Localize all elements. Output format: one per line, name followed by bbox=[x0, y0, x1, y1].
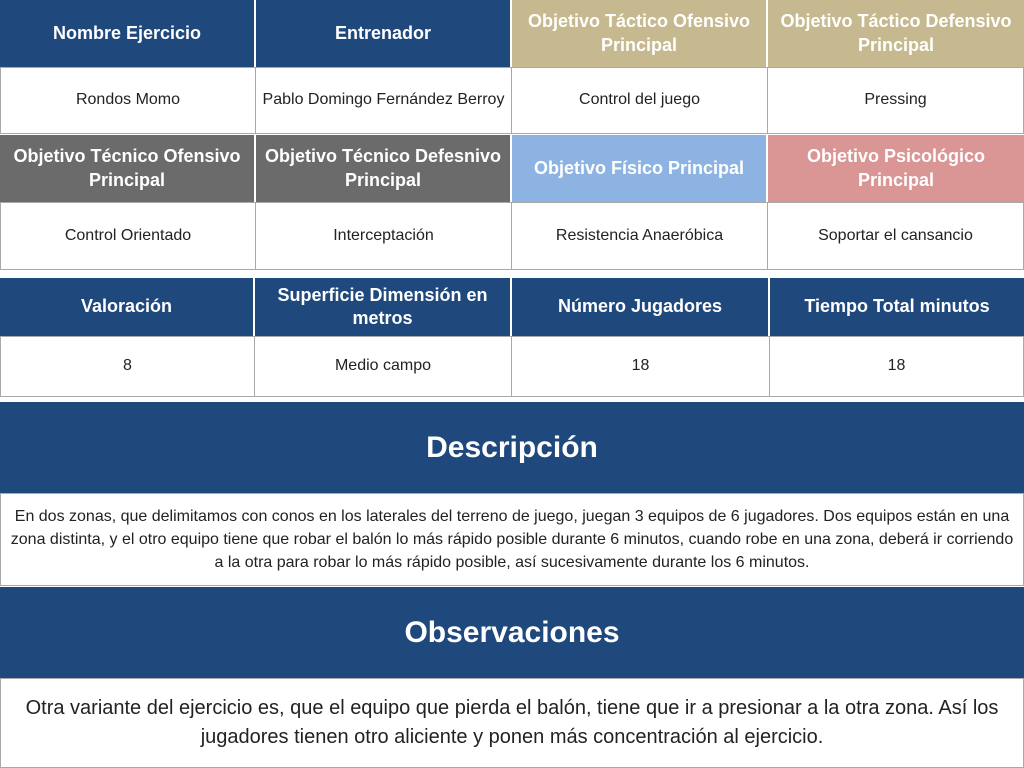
value-valoracion: 8 bbox=[0, 336, 255, 397]
header-objetivo-psicologico: Objetivo Psicológico Principal bbox=[768, 135, 1024, 202]
observaciones-title: Observaciones bbox=[0, 587, 1024, 678]
descripcion-title: Descripción bbox=[0, 402, 1024, 493]
header-objetivo-tactico-ofensivo: Objetivo Táctico Ofensivo Principal bbox=[512, 0, 768, 67]
value-superficie-dimension: Medio campo bbox=[255, 336, 512, 397]
header-objetivo-tactico-defensivo: Objetivo Táctico Defensivo Principal bbox=[768, 0, 1024, 67]
value-tiempo-total: 18 bbox=[770, 336, 1024, 397]
value-row-2 bbox=[0, 202, 1024, 270]
value-entrenador: Pablo Domingo Fernández Berroy bbox=[256, 67, 512, 134]
value-row-1 bbox=[0, 67, 1024, 134]
value-objetivo-tactico-defensivo: Pressing bbox=[768, 67, 1024, 134]
value-row-3 bbox=[0, 336, 1024, 397]
value-objetivo-tecnico-ofensivo: Control Orientado bbox=[0, 202, 256, 270]
value-objetivo-fisico: Resistencia Anaeróbica bbox=[512, 202, 768, 270]
header-row-3 bbox=[0, 278, 1024, 336]
header-superficie-dimension: Superficie Dimensión en metros bbox=[255, 278, 512, 336]
header-tiempo-total: Tiempo Total minutos bbox=[770, 278, 1024, 336]
header-row-1 bbox=[0, 0, 1024, 67]
value-objetivo-psicologico: Soportar el cansancio bbox=[768, 202, 1024, 270]
header-valoracion: Valoración bbox=[0, 278, 255, 336]
value-objetivo-tecnico-defensivo: Interceptación bbox=[256, 202, 512, 270]
header-objetivo-tecnico-ofensivo: Objetivo Técnico Ofensivo Principal bbox=[0, 135, 256, 202]
header-objetivo-fisico: Objetivo Físico Principal bbox=[512, 135, 768, 202]
value-nombre-ejercicio: Rondos Momo bbox=[0, 67, 256, 134]
observaciones-text: Otra variante del ejercicio es, que el equipo que pierda el balón, tiene que ir a presionar a la otra zona. Así los jugadores tienen otro aliciente y ponen más concentración al ejercicio. bbox=[0, 678, 1024, 768]
header-row-2 bbox=[0, 135, 1024, 202]
header-numero-jugadores: Número Jugadores bbox=[512, 278, 770, 336]
header-nombre-ejercicio: Nombre Ejercicio bbox=[0, 0, 256, 67]
value-objetivo-tactico-ofensivo: Control del juego bbox=[512, 67, 768, 134]
header-entrenador: Entrenador bbox=[256, 0, 512, 67]
header-objetivo-tecnico-defensivo: Objetivo Técnico Defesnivo Principal bbox=[256, 135, 512, 202]
descripcion-text: En dos zonas, que delimitamos con conos en los laterales del terreno de juego, juegan 3 equipos de 6 jugadores. Dos equipos están en una zona distinta, y el otro equipo tiene que robar el balón lo más rápido posible durante 6 minutos, cuando robe en una zona, deberá ir corriendo a la otra para robar lo más rápido posible, así sucesivamente durante los 6 minutos. bbox=[0, 493, 1024, 586]
value-numero-jugadores: 18 bbox=[512, 336, 770, 397]
